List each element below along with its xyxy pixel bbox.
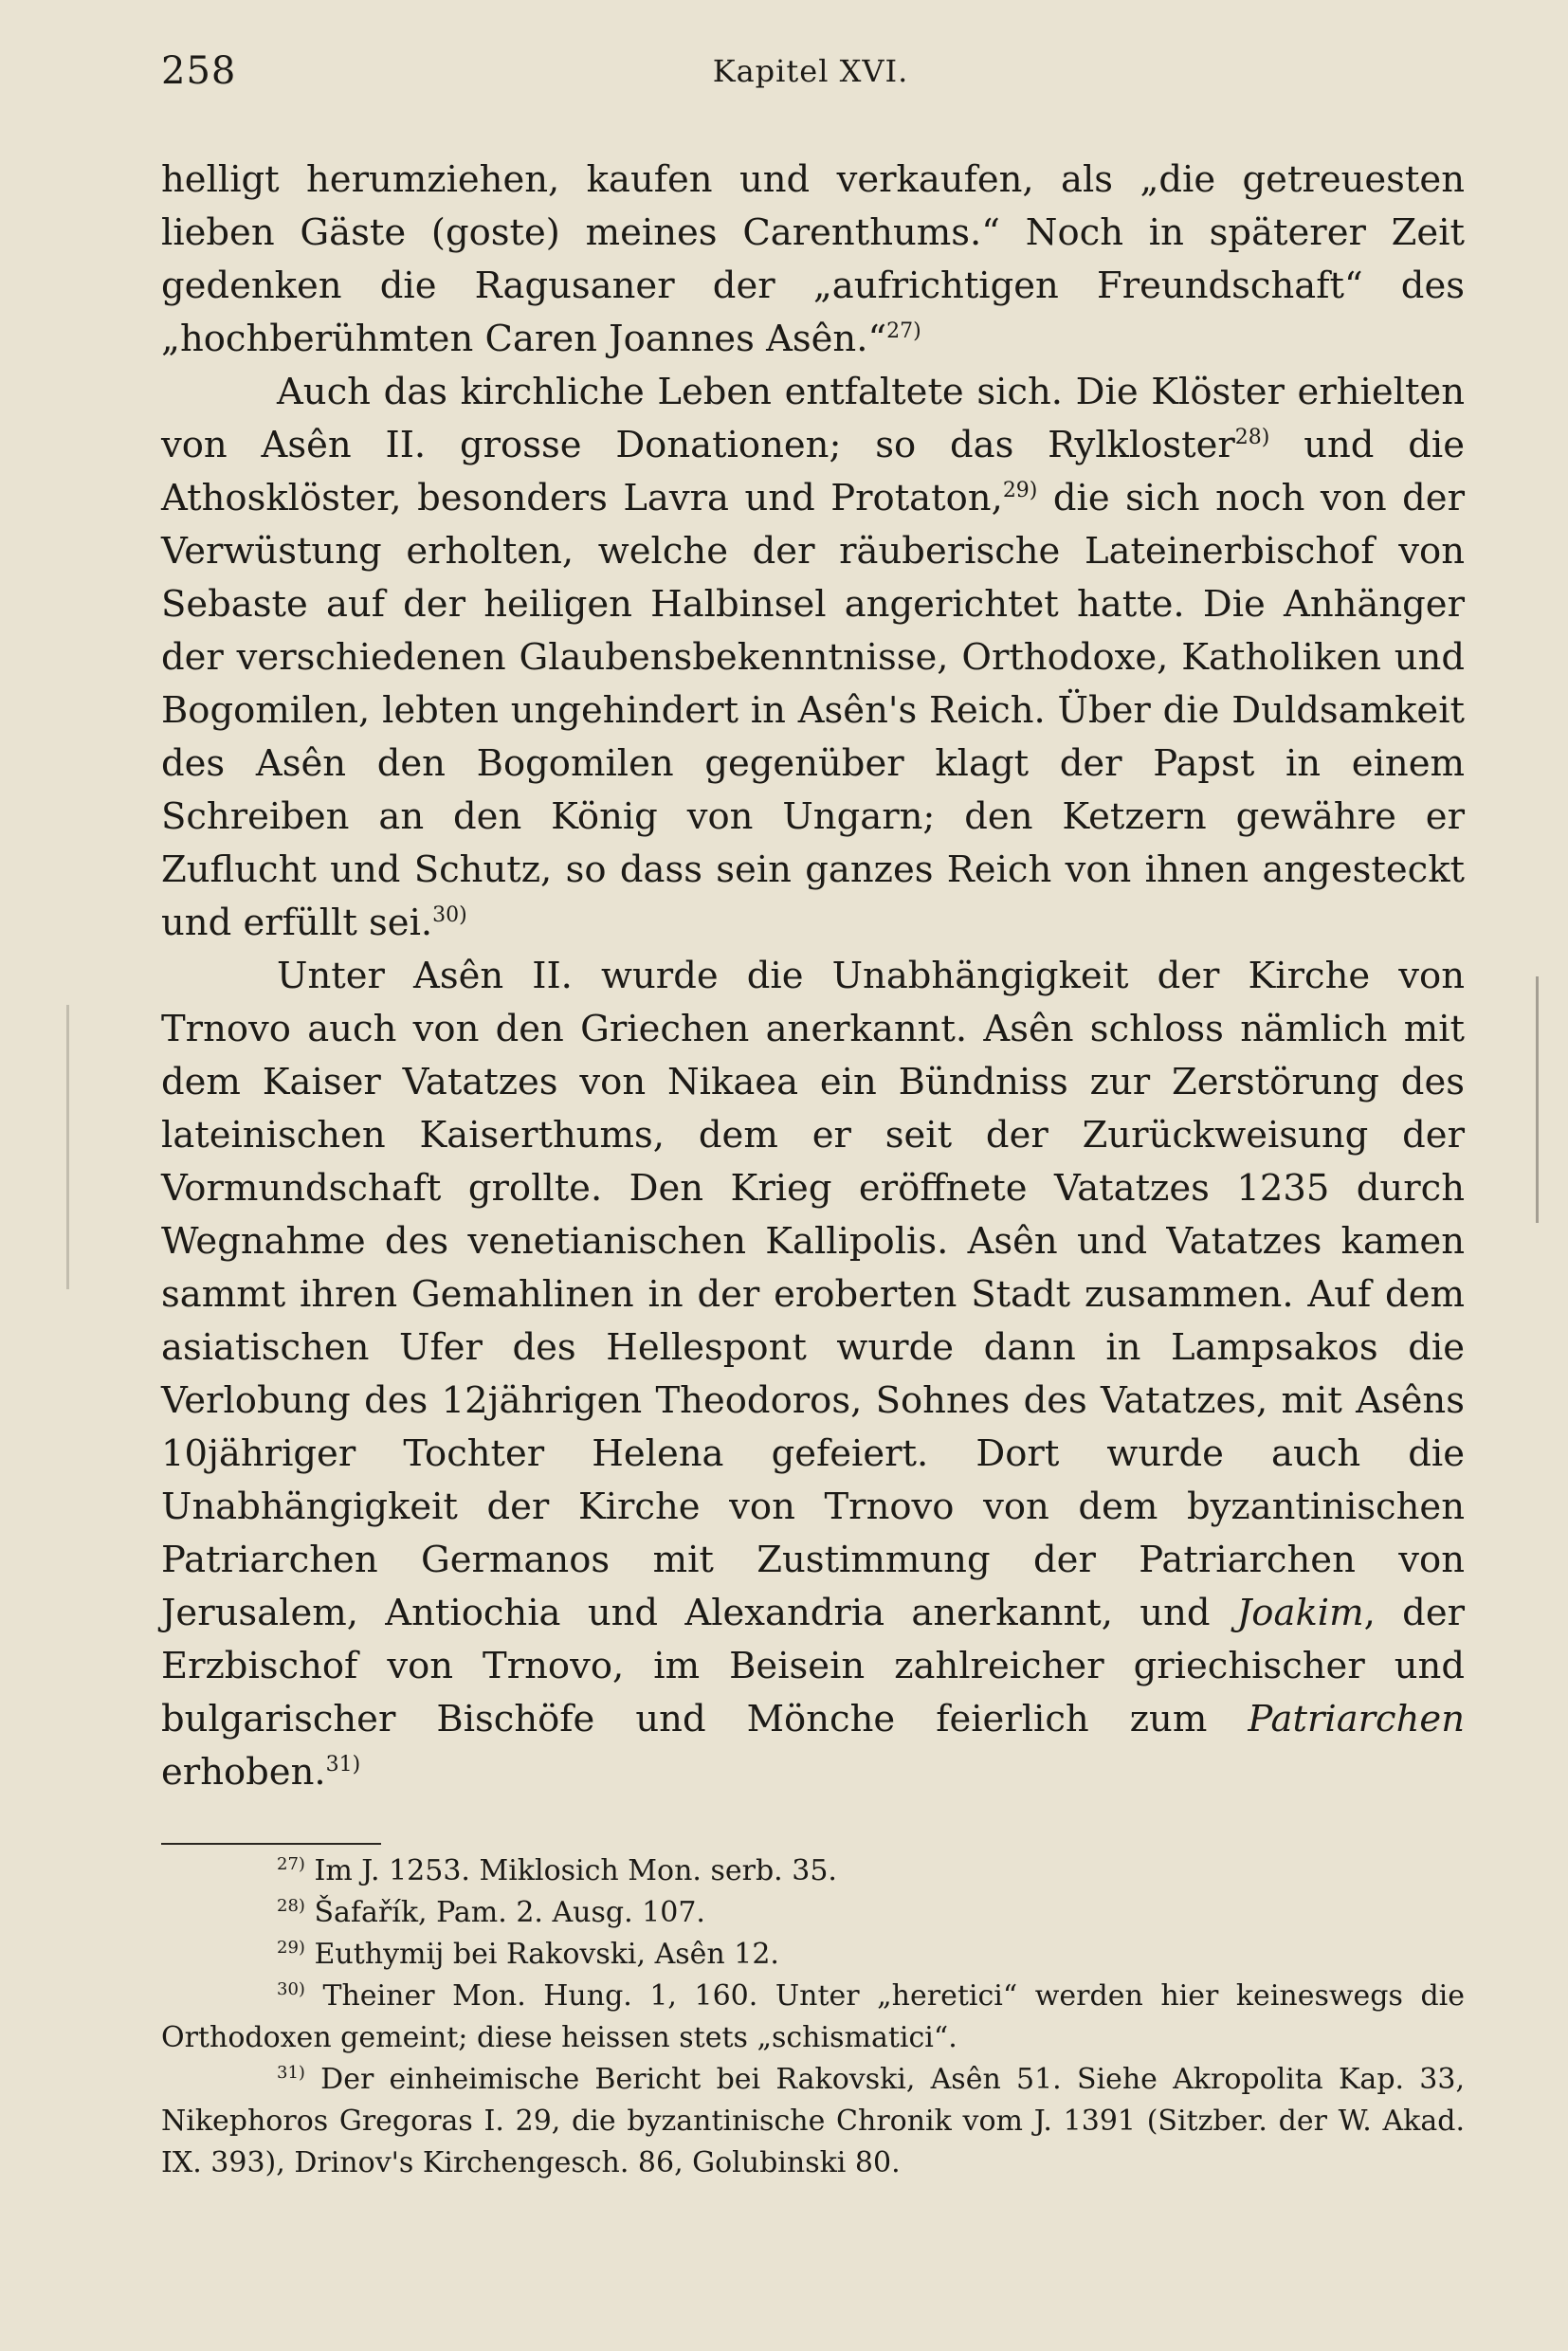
footnote-text: Im J. 1253. Miklosich Mon. serb. 35. — [304, 1854, 837, 1887]
body-text — [161, 154, 1465, 1799]
paragraph — [161, 154, 1465, 366]
footnote-separator — [161, 1843, 381, 1845]
footnote-mark: 29) — [277, 1938, 305, 1958]
footnote-reference: 31) — [325, 1753, 361, 1777]
footnote-mark: 30) — [277, 1979, 305, 1999]
footnote-text: Euthymij bei Rakovski, Asên 12. — [304, 1938, 779, 1971]
paragraph — [161, 950, 1465, 1799]
paragraph-text: erhoben. — [161, 1751, 326, 1794]
footnote-reference: 30) — [432, 903, 467, 928]
footnote — [161, 1892, 1465, 1934]
paragraph — [161, 366, 1465, 950]
page-number: 258 — [161, 49, 237, 93]
footnote-mark: 27) — [277, 1854, 305, 1874]
footnote-reference: 28) — [1234, 426, 1270, 450]
page-header — [161, 49, 1460, 106]
paragraph-text: , der Erzbischof von Trnovo, im Beisein zahlreicher griechischer und bulgarischer Bischöfe und Mönche feierlich zum — [161, 1592, 1466, 1740]
footnote — [161, 1976, 1465, 2059]
footnote — [161, 1850, 1465, 1892]
footnote — [161, 2059, 1465, 2184]
footnote — [161, 1934, 1465, 1976]
footnotes — [161, 1850, 1465, 2184]
footnote-text: Theiner Mon. Hung. 1, 160. Unter „heretici“ werden hier keineswegs die Orthodoxen gemeint; diese heissen stets „schismatici“. — [161, 1979, 1465, 2054]
footnote-text: Šafařík, Pam. 2. Ausg. 107. — [304, 1896, 705, 1929]
italic-text: Joakim — [1236, 1592, 1364, 1634]
italic-text: Patriarchen — [1248, 1698, 1465, 1740]
footnote-reference: 27) — [886, 319, 921, 344]
paragraph-text: Auch das kirchliche Leben entfaltete sich. Die Klöster erhielten von Asên II. grosse Donationen; so das Rylkloster — [161, 371, 1465, 466]
running-title: Kapitel XVI. — [712, 53, 909, 89]
footnote-mark: 28) — [277, 1896, 305, 1916]
footnote-mark: 31) — [277, 2063, 305, 2083]
paragraph-text: die sich noch von der Verwüstung erholten, welche der räuberische Lateinerbischof von Sebaste auf der heiligen Halbinsel angerichtet hatte. Die Anhänger der verschiedenen Glaubensbekenntnisse, Orthodoxe, Katholiken und Bogomilen, lebten ungehindert in Asên's Reich. Über die Duldsamkeit des Asên den Bogomilen gegenüber klagt der Papst in einem Schreiben an den König von Ungarn; den Ketzern gewähre er Zuflucht und Schutz, so dass sein ganzes Reich von ihnen angesteckt und erfüllt sei. — [161, 477, 1465, 944]
scan-margin-mark — [1536, 976, 1539, 1223]
paragraph-text: Unter Asên II. wurde die Unabhängigkeit der Kirche von Trnovo auch von den Griechen anerkannt. Asên schloss nämlich mit dem Kaiser Vatatzes von Nikaea ein Bündniss zur Zerstörung des lateinischen Kaiserthums, dem er seit der Zurückweisung der Vormundschaft grollte. Den Krieg eröffnete Vatatzes 1235 durch Wegnahme des venetianischen Kallipolis. Asên und Vatatzes kamen sammt ihren Gemahlinen in der eroberten Stadt zusammen. Auf dem asiatischen Ufer des Hellespont wurde dann in Lampsakos die Verlobung des 12jährigen Theodoros, Sohnes des Vatatzes, mit Asêns 10jähriger Tochter Helena gefeiert. Dort wurde auch die Unabhängigkeit der Kirche von Trnovo von dem byzantinischen Patriarchen Germanos mit Zustimmung der Patriarchen von Jerusalem, Antiochia und Alexandria anerkannt, und — [161, 955, 1465, 1634]
paragraph-text: und die Athosklöster, besonders Lavra und Protaton, — [161, 424, 1465, 519]
scan-margin-mark — [66, 1005, 69, 1289]
footnote-reference: 29) — [1002, 479, 1038, 503]
footnote-text: Der einheimische Bericht bei Rakovski, Asên 51. Siehe Akropolita Kap. 33, Nikephoros Gregoras I. 29, die byzantinische Chronik vom J. 1391 (Sitzber. der W. Akad. IX. 393), Drinov's Kirchengesch. 86, Golubinski 80. — [161, 2063, 1465, 2179]
paragraph-text: helligt herumziehen, kaufen und verkaufen, als „die getreuesten lieben Gäste (goste) meines Carenthums.“ Noch in späterer Zeit gedenken die Ragusaner der „aufrichtigen Freundschaft“ des „hochberühmten Caren Joannes Asên.“ — [161, 158, 1465, 360]
